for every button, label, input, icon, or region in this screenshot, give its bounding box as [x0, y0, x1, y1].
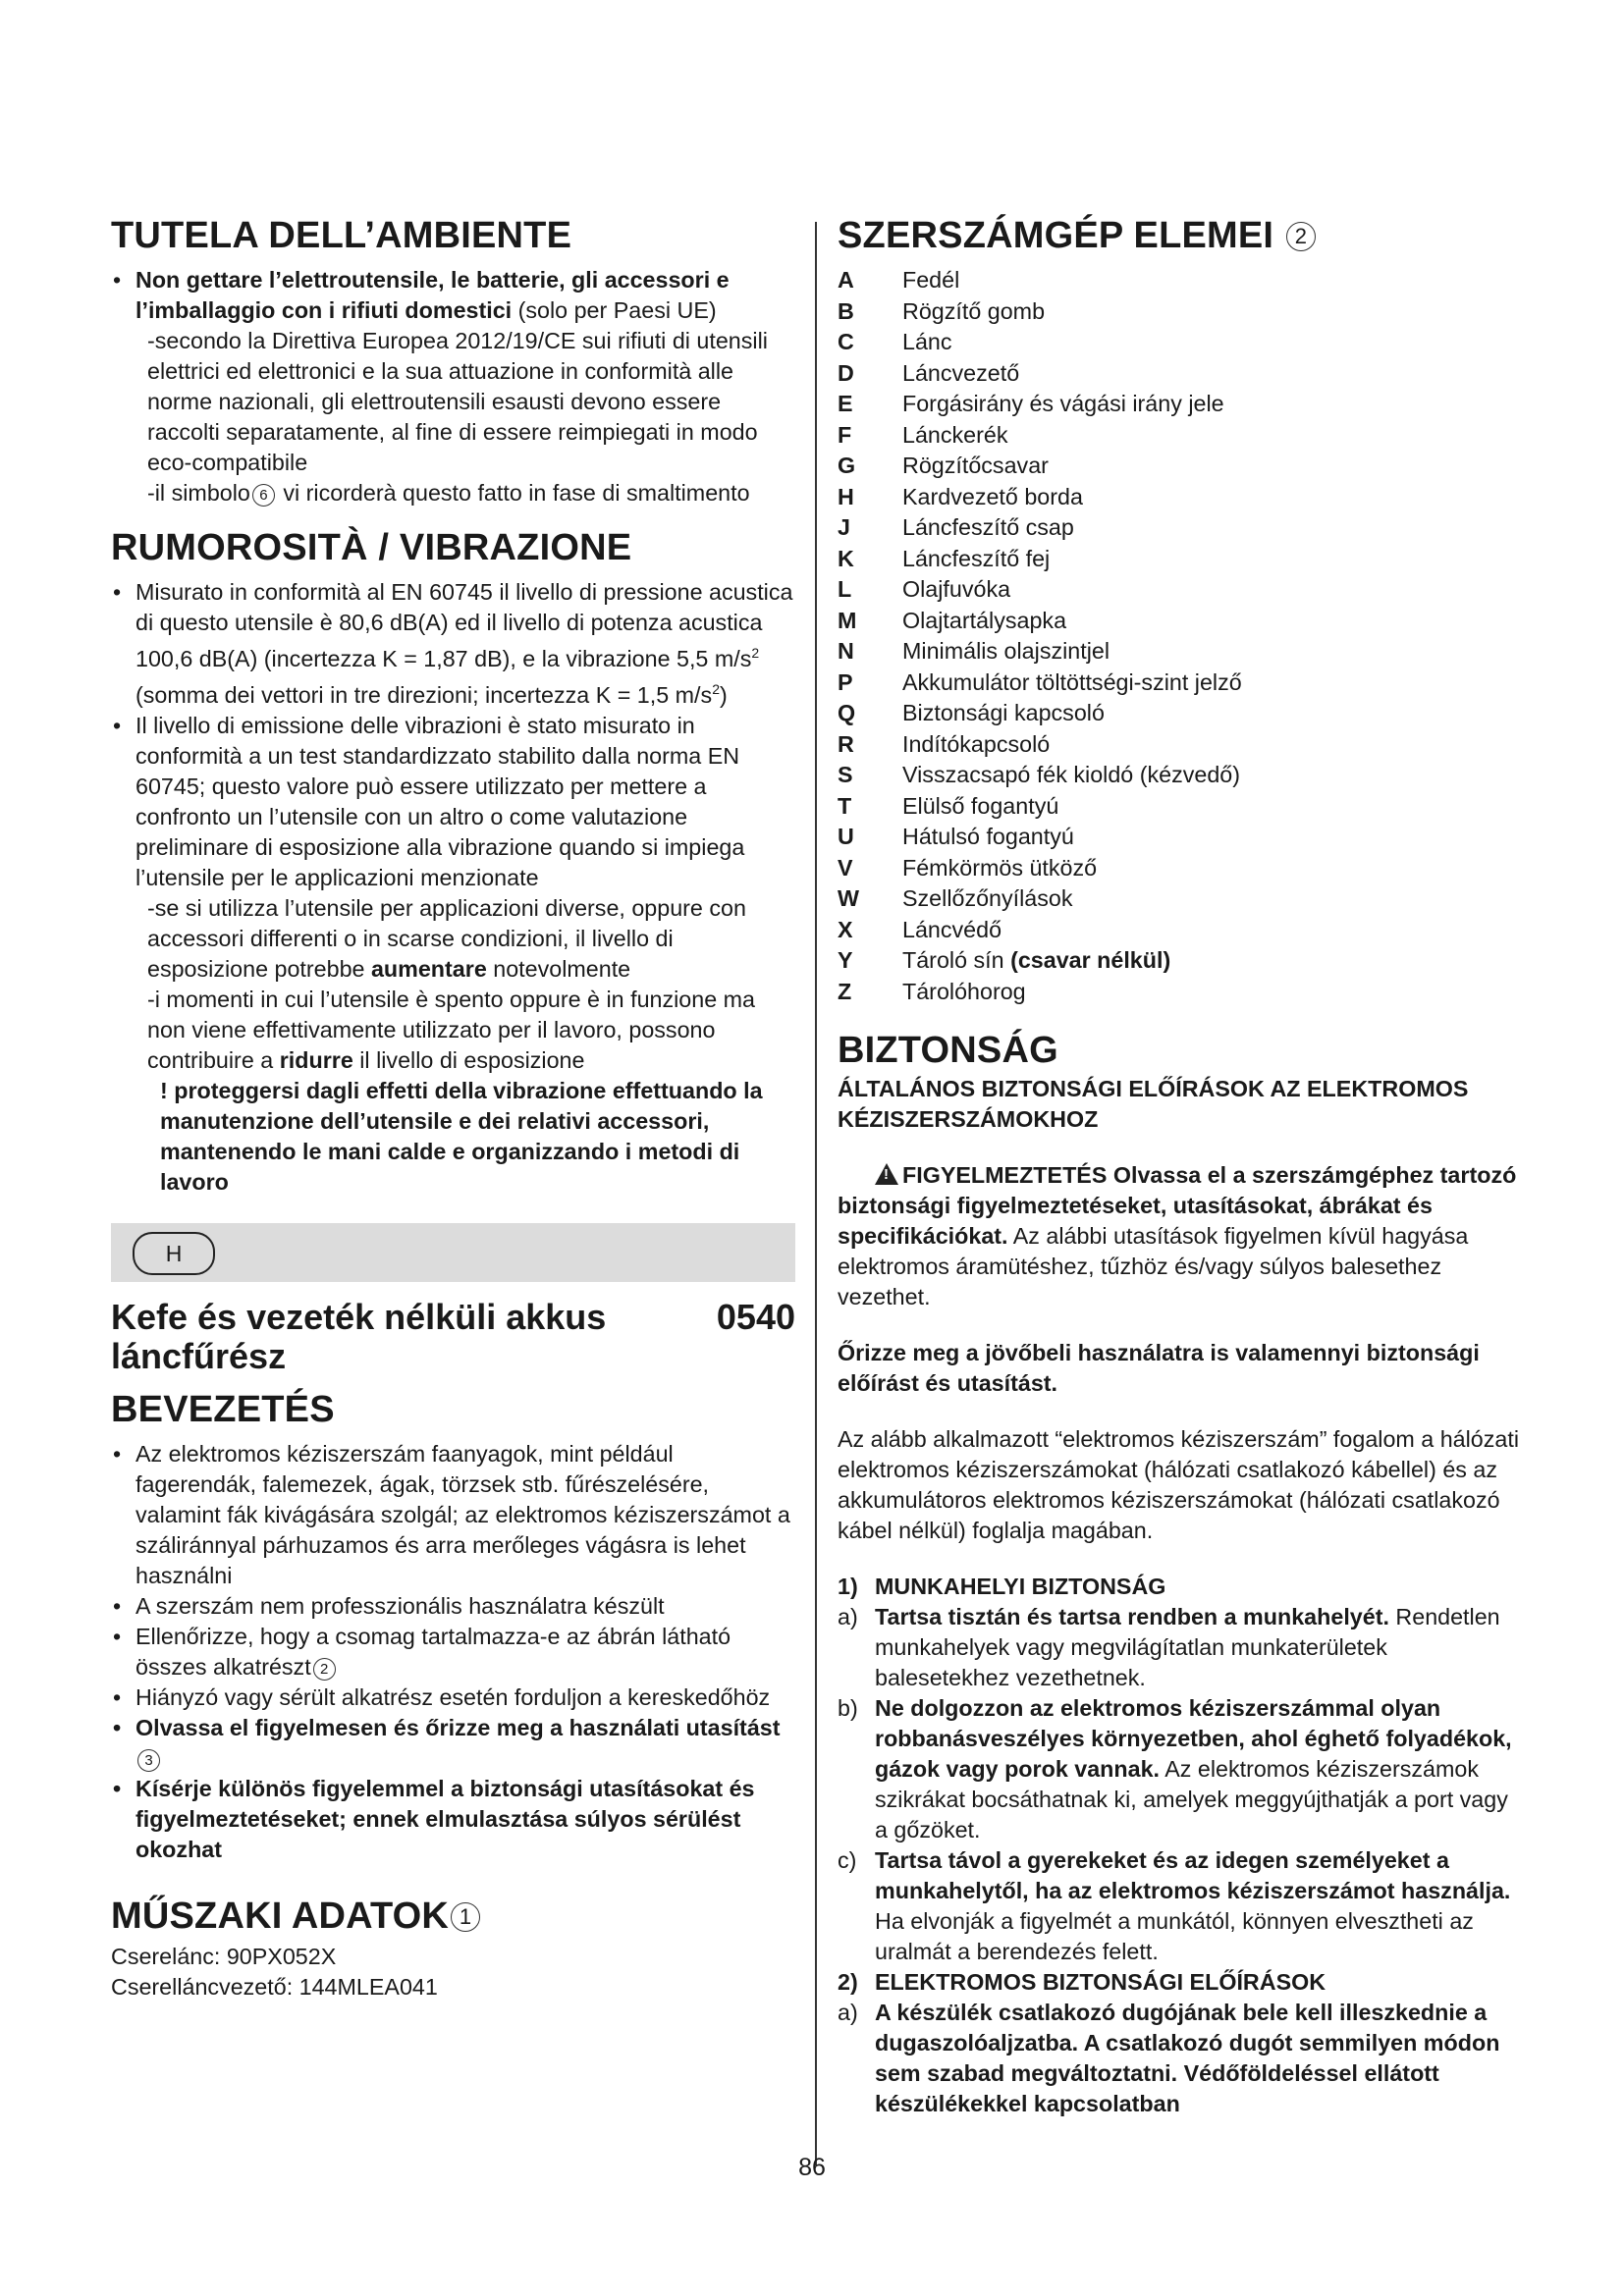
part-key: A — [838, 267, 854, 293]
part-label: Rögzítőcsavar — [902, 453, 1049, 478]
vibration-warning: ! proteggersi dagli effetti della vibrazione effettuando la manutenzione dell’utensile e dei relativi accessori, mantenendo le mani calde e organizzando i metodi di lavoro — [160, 1077, 763, 1195]
intro-list — [111, 1439, 795, 1865]
language-band — [111, 1223, 795, 1282]
part-label: Olajfuvóka — [902, 576, 1011, 602]
spare-chain: Cserelánc: 90PX052X — [111, 1943, 337, 1969]
list-item: • Misurato in conformità al EN 60745 il livello di pressione acustica di questo utensile è 80,6 dB(A) ed il livello di potenza acustica 100,6 dB(A) (incertezza K = 1,87 dB), e la vibrazione 5,5 $m/s^2$ (somma dei vettori in tre direzioni; incertezza K = 1,5 $m/s^2$) — [111, 577, 795, 711]
parts-row — [838, 883, 1242, 915]
parts-row — [838, 915, 1242, 946]
parts-row — [838, 574, 1242, 606]
parts-row — [838, 853, 1242, 884]
section-1-title: 1) MUNKAHELYI BIZTONSÁG — [838, 1574, 1166, 1599]
parts-row — [838, 389, 1242, 420]
part-label: Biztonsági kapcsoló — [902, 700, 1105, 725]
parts-row — [838, 451, 1242, 482]
part-label: Tárolóhorog — [902, 978, 1026, 1004]
part-label: Elülső fogantyú — [902, 792, 1059, 819]
part-label: Minimális olajszintjel — [902, 638, 1110, 664]
part-key: J — [838, 514, 850, 540]
noise-sub-1: -se si utilizza l’utensile per applicazioni diverse, oppure con accessori differenti o in scarse condizioni, il livello di esposizione potrebbe aumentare notevolmente — [147, 894, 746, 982]
part-key: Z — [838, 978, 852, 1004]
part-key: K — [838, 545, 854, 571]
list-item: • Az elektromos kéziszerszám faanyagok, mint például fagerendák, falemezek, ágak, törzsek stb. fűrészelésére, valamint fák kivágására szolgál; az elektromos kéziszerszámot a száliránnyal párhuzamos és arra merőleges vágásra is lehet használni — [111, 1439, 795, 1591]
part-label: Olajtartálysapka — [902, 607, 1067, 633]
part-label: Rögzítő gomb — [902, 297, 1046, 324]
environment-list — [111, 265, 795, 326]
part-label: Lánc — [902, 329, 952, 354]
part-label: Láncvédő — [902, 916, 1002, 942]
figure-2-icon: 2 — [1286, 222, 1316, 251]
part-key: L — [838, 576, 852, 602]
parts-row — [838, 945, 1242, 977]
part-key: G — [838, 453, 856, 478]
parts-row — [838, 729, 1242, 761]
symbol-6-icon: 6 — [252, 484, 275, 507]
noise-sub-2: -i momenti in cui l’utensile è spento oppure è in funzione ma non viene effettivamente utilizzato per il lavoro, possono contribuire a ridurre il livello di esposizione — [147, 986, 756, 1073]
country-code-badge: H — [133, 1232, 215, 1275]
environment-heading: TUTELA DELL’AMBIENTE — [111, 215, 572, 256]
environment-sub-1: -secondo la Direttiva Europea 2012/19/CE sui rifiuti di utensili elettrici ed elettronici e la sua attuazione in conformità alle norme nazionali, gli elettroutensili esausti devono essere raccolti separatamente, al fine di essere reimpiegati in modo eco-compatibile — [147, 328, 768, 475]
keep-instructions: Őrizze meg a jövőbeli használatra is valamennyi biztonsági előírást és utasítást. — [838, 1340, 1480, 1396]
noise-list — [111, 577, 795, 893]
part-label: Láncfeszítő csap — [902, 514, 1074, 540]
part-key: R — [838, 730, 854, 757]
environment-sub-2: -il simbolo 6 vi ricorderà questo fatto in fase di smaltimento — [147, 480, 750, 506]
part-label: Fedél — [902, 267, 960, 293]
figure-3-icon: 3 — [137, 1749, 160, 1772]
part-key: S — [838, 762, 853, 787]
noise-heading: RUMOROSITÀ / VIBRAZIONE — [111, 527, 632, 568]
part-key: E — [838, 391, 853, 416]
list-item: • Hiányzó vagy sérült alkatrész esetén forduljon a kereskedőhöz — [111, 1682, 795, 1713]
parts-row — [838, 760, 1242, 791]
safety-subheading: ÁLTALÁNOS BIZTONSÁGI ELŐÍRÁSOK AZ ELEKTROMOS KÉZISZERSZÁMOKHOZ — [838, 1076, 1469, 1132]
parts-row — [838, 512, 1242, 544]
parts-row — [838, 358, 1242, 390]
parts-row — [838, 667, 1242, 699]
part-label: Kardvezető borda — [902, 483, 1083, 509]
parts-row — [838, 296, 1242, 328]
part-label: Hátulsó fogantyú — [902, 824, 1074, 849]
parts-heading: SZERSZÁMGÉP ELEMEI 2 — [838, 214, 1525, 257]
part-label: Akkumulátor töltöttségi-szint jelző — [902, 668, 1242, 695]
part-label: Fémkörmös ütköző — [902, 854, 1098, 881]
section-1c: c) Tartsa távol a gyerekeket és az idegen személyeket a munkahelytől, ha az elektromos kéziszerszámot használja. Ha elvonják a figyelmét a munkától, könnyen elvesztheti az uralmát a berendezés felett. — [838, 1847, 1511, 1964]
product-title: Kefe és vezeték nélküli akkus láncfűrész — [111, 1296, 607, 1376]
part-label: Tároló sín (csavar nélkül) — [902, 947, 1171, 973]
part-key: M — [838, 607, 857, 633]
parts-row — [838, 606, 1242, 637]
column-divider — [815, 222, 817, 2165]
list-item: • Olvassa el figyelmesen és őrizze meg a használati utasítást3 — [111, 1713, 795, 1774]
definition-paragraph: Az alább alkalmazott “elektromos kéziszerszám” fogalom a hálózati elektromos kéziszerszámokat (hálózati csatlakozó kábellel) és az akkumulátoros elektromos kéziszerszámokat (hálózati csatlakozó kábel nélkül) foglalja magában. — [838, 1426, 1520, 1543]
part-key: B — [838, 297, 854, 324]
intro-heading: BEVEZETÉS — [111, 1388, 335, 1430]
section-1b: b) Ne dolgozzon az elektromos kéziszerszámmal olyan robbanásveszélyes környezetben, ahol éghető folyadékok, gázok vagy porok vannak. Az elektromos kéziszerszámok szikrákat bocsáthatnak ki, amelyek meggyújthatják a port vagy a gőzöket. — [838, 1695, 1512, 1842]
part-key: W — [838, 885, 859, 911]
part-key: N — [838, 638, 854, 664]
list-item: • Il livello di emissione delle vibrazioni è stato misurato in conformità a un test standardizzato stabilito dalla norma EN 60745; questo valore può essere utilizzato per mettere a confronto un l’utensile con un altro o come valutazione preliminare di esposizione alla vibrazione quando si impiega l’utensile per le applicazioni menzionate — [111, 711, 795, 893]
parts-row — [838, 420, 1242, 452]
part-key: C — [838, 329, 854, 354]
parts-row — [838, 698, 1242, 729]
part-label: Láncvezető — [902, 359, 1020, 386]
parts-row — [838, 636, 1242, 667]
figure-2-icon: 2 — [313, 1658, 336, 1681]
parts-row — [838, 977, 1242, 1008]
list-item: • A szerszám nem professzionális használatra készült — [111, 1591, 795, 1622]
parts-row — [838, 822, 1242, 853]
part-label: Láncfeszítő fej — [902, 545, 1051, 571]
parts-row — [838, 791, 1242, 823]
parts-row — [838, 544, 1242, 575]
tech-heading: MŰSZAKI ADATOK 1 — [111, 1895, 795, 1938]
part-label: Szellőzőnyílások — [902, 885, 1073, 911]
part-label: Forgásirány és vágási irány jele — [902, 391, 1224, 416]
part-key: V — [838, 854, 853, 881]
part-label: Lánckerék — [902, 421, 1008, 448]
part-key: Q — [838, 700, 856, 725]
product-title-row — [111, 1298, 795, 1376]
parts-row — [838, 327, 1242, 358]
safety-warning: !FIGYELMEZTETÉS Olvassa el a szerszámgéphez tartozó biztonsági figyelmeztetéseket, utasításokat, ábrákat és specifikációkat. Az alábbi utasítások figyelmen kívül hagyása elektromos áramütéshez, tűzhöz és/vagy súlyos balesethez vezethet. — [838, 1160, 1525, 1312]
warning-triangle-icon — [875, 1163, 898, 1185]
safety-heading: BIZTONSÁG — [838, 1030, 1058, 1071]
list-item: • Non gettare l’elettroutensile, le batterie, gli accessori e l’imballaggio con i rifiuti domestici (solo per Paesi UE) — [111, 265, 795, 326]
part-label: Visszacsapó fék kioldó (kézvedő) — [902, 762, 1241, 787]
section-2a: a) A készülék csatlakozó dugójának bele kell illeszkednie a dugaszolóaljzatba. A csatlakozó dugót semmilyen módon sem szabad megváltoztatni. Védőföldeléssel ellátott készülékekkel kapcsolatban — [838, 2000, 1500, 2116]
section-2-title: 2) ELEKTROMOS BIZTONSÁGI ELŐÍRÁSOK — [838, 1969, 1326, 1995]
section-1a: a) Tartsa tisztán és tartsa rendben a munkahelyét. Rendetlen munkahelyek vagy megvilágítatlan munkaterületek balesetekhez vezethetnek. — [838, 1604, 1500, 1690]
part-key: P — [838, 668, 853, 695]
part-key: U — [838, 824, 854, 849]
figure-1-icon: 1 — [451, 1902, 480, 1932]
part-key: F — [838, 421, 852, 448]
list-item: • Ellenőrizze, hogy a csomag tartalmazza-e az ábrán látható összes alkatrészt 2 — [111, 1622, 795, 1682]
left-column — [111, 214, 795, 2002]
parts-list — [838, 265, 1242, 1007]
part-label: Indítókapcsoló — [902, 730, 1051, 757]
parts-row — [838, 265, 1242, 296]
product-code: 0540 — [716, 1296, 795, 1337]
part-key: H — [838, 483, 854, 509]
part-key: X — [838, 916, 853, 942]
part-key: T — [838, 792, 852, 819]
parts-row — [838, 482, 1242, 513]
part-key: Y — [838, 947, 853, 973]
list-item: • Kísérje különös figyelemmel a biztonsági utasításokat és figyelmeztetéseket; ennek elmulasztása súlyos sérülést okozhat — [111, 1774, 795, 1865]
right-column — [838, 214, 1525, 2119]
spare-chain-guide: Cserelláncvezető: 144MLEA041 — [111, 1973, 438, 2000]
page-number: 86 — [798, 2154, 826, 2181]
part-key: D — [838, 359, 854, 386]
